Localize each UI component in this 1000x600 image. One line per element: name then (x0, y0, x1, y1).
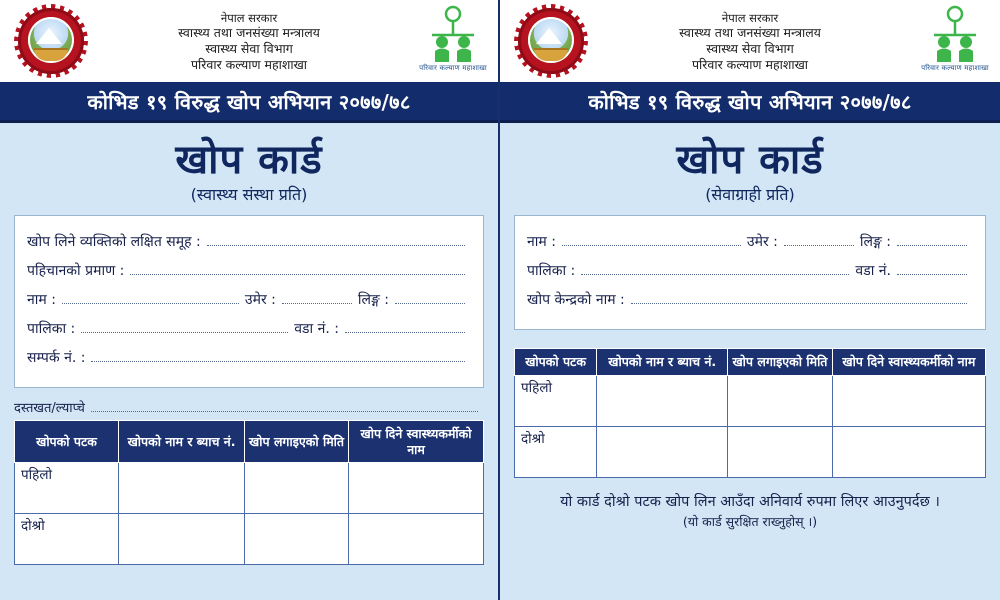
right-card-footnote (514, 492, 986, 533)
cell-worker-first[interactable] (832, 375, 985, 426)
footnote-line-1: यो कार्ड दोश्रो पटक खोप लिन आउँदा अनिवार्य रुपमा लिएर आउनुपर्दछ । (560, 493, 940, 510)
cell-worker-first[interactable] (349, 463, 484, 514)
cell-dose-second: दोश्रो (15, 514, 119, 565)
cell-vaccine-first[interactable] (118, 463, 244, 514)
cell-vaccine-second[interactable] (118, 514, 244, 565)
field-age-label: उमेर : (244, 292, 276, 308)
field-age-input[interactable] (282, 291, 352, 304)
cell-date-second[interactable] (245, 514, 349, 565)
field-age-input[interactable] (784, 233, 854, 246)
left-card-subtitle: (स्वास्थ्य संस्था प्रति) (190, 185, 308, 204)
left-vaccination-table (14, 420, 484, 565)
govt-line-4: परिवार कल्याण महाशाखा (190, 57, 308, 73)
ministry-titles (588, 11, 916, 74)
th-date: खोप लगाइएको मिति (245, 421, 349, 463)
field-identity-proof (27, 261, 471, 280)
nepal-government-emblem-icon (514, 4, 588, 80)
field-vaccination-center (527, 290, 973, 309)
fp-logo-caption: परिवार कल्याण महाशाखा (419, 64, 487, 72)
fp-logo-caption: परिवार कल्याण महाशाखा (921, 64, 989, 72)
field-ward-label: वडा नं. : (294, 321, 339, 337)
govt-line-3: स्वास्थ्य सेवा विभाग (205, 41, 293, 57)
th-health-worker: खोप दिने स्वास्थ्यकर्मीको नाम (349, 421, 484, 463)
right-card-title: खोप कार्ड (676, 137, 824, 183)
field-target-group (27, 232, 471, 251)
signature-row (14, 398, 484, 416)
ministry-titles (88, 11, 414, 74)
right-card-body (500, 123, 1000, 600)
nepal-government-emblem-icon (14, 4, 88, 80)
table-row (515, 375, 986, 426)
field-palika-ward (527, 261, 973, 280)
table-row (15, 463, 484, 514)
field-sex-label: लिङ्ग : (357, 292, 389, 308)
cell-dose-first: पहिलो (515, 375, 597, 426)
cell-date-first[interactable] (245, 463, 349, 514)
field-identity-proof-input[interactable] (130, 262, 465, 275)
field-name-input[interactable] (562, 233, 741, 246)
govt-line-2: स्वास्थ्य तथा जनसंख्या मन्त्रालय (178, 25, 320, 41)
left-card-fields-box (14, 215, 484, 388)
th-health-worker: खोप दिने स्वास्थ्यकर्मीको नाम (832, 349, 985, 376)
field-identity-proof-label: पहिचानको प्रमाण : (27, 263, 125, 279)
table-header-row (515, 349, 986, 376)
campaign-title-bar: कोभिड १९ विरुद्ध खोप अभियान २०७७/७८ (500, 82, 1000, 123)
field-name-age-sex (27, 290, 471, 309)
field-name-age-sex (527, 232, 973, 251)
field-name-label: नाम : (527, 234, 556, 250)
field-palika-label: पालिका : (527, 263, 576, 279)
table-row (15, 514, 484, 565)
th-date: खोप लगाइएको मिति (728, 349, 832, 376)
th-vaccine-name-batch: खोपको नाम र ब्याच नं. (118, 421, 244, 463)
cell-worker-second[interactable] (349, 514, 484, 565)
left-card-title: खोप कार्ड (175, 137, 323, 183)
cell-vaccine-first[interactable] (597, 375, 728, 426)
left-card-header (0, 0, 498, 82)
field-sex-input[interactable] (897, 233, 967, 246)
campaign-title-bar: कोभिड १९ विरुद्ध खोप अभियान २०७७/७८ (0, 82, 498, 123)
field-ward-label: वडा नं. (855, 263, 891, 279)
right-card-header (500, 0, 1000, 82)
field-ward-input[interactable] (897, 262, 967, 275)
cell-date-second[interactable] (728, 426, 832, 477)
govt-line-1: नेपाल सरकार (220, 10, 278, 25)
field-vaccination-center-input[interactable] (631, 291, 967, 304)
field-name-label: नाम : (27, 292, 56, 308)
signature-input[interactable] (91, 399, 478, 412)
right-card-subtitle: (सेवाग्राही प्रति) (705, 185, 795, 204)
field-contact-input[interactable] (91, 349, 465, 362)
cell-vaccine-second[interactable] (597, 426, 728, 477)
right-vaccination-table (514, 348, 986, 478)
field-age-label: उमेर : (746, 234, 778, 250)
field-palika-input[interactable] (581, 262, 849, 275)
field-sex-input[interactable] (395, 291, 465, 304)
field-target-group-input[interactable] (207, 233, 465, 246)
cell-date-first[interactable] (728, 375, 832, 426)
cell-dose-second: दोश्रो (515, 426, 597, 477)
right-card (500, 0, 1000, 600)
cell-worker-second[interactable] (832, 426, 985, 477)
table-row (515, 426, 986, 477)
family-planning-logo-icon (916, 5, 994, 79)
th-dose: खोपको पटक (15, 421, 119, 463)
field-contact-label: सम्पर्क नं. : (27, 350, 86, 366)
table-header-row (15, 421, 484, 463)
govt-line-4: परिवार कल्याण महाशाखा (691, 57, 809, 73)
field-palika-label: पालिका : (27, 321, 76, 337)
govt-line-1: नेपाल सरकार (721, 10, 779, 25)
field-name-input[interactable] (62, 291, 239, 304)
field-palika-ward (27, 319, 471, 338)
field-contact-number (27, 348, 471, 367)
cell-dose-first: पहिलो (15, 463, 119, 514)
field-target-group-label: खोप लिने व्यक्तिको लक्षित समूह : (27, 234, 201, 250)
govt-line-2: स्वास्थ्य तथा जनसंख्या मन्त्रालय (679, 25, 821, 41)
field-palika-input[interactable] (81, 320, 288, 333)
field-ward-input[interactable] (345, 320, 465, 333)
field-vaccination-center-label: खोप केन्द्रको नाम : (527, 292, 625, 308)
footnote-line-2: (यो कार्ड सुरक्षित राख्नुहोस् ।) (682, 514, 818, 530)
right-card-fields-box (514, 215, 986, 330)
th-vaccine-name-batch: खोपको नाम र ब्याच नं. (597, 349, 728, 376)
govt-line-3: स्वास्थ्य सेवा विभाग (706, 41, 794, 57)
left-card-body (0, 123, 498, 600)
signature-label: दस्तखत/ल्याप्चे (14, 401, 85, 416)
field-sex-label: लिङ्ग : (859, 234, 891, 250)
family-planning-logo-icon (414, 5, 492, 79)
th-dose: खोपको पटक (515, 349, 597, 376)
